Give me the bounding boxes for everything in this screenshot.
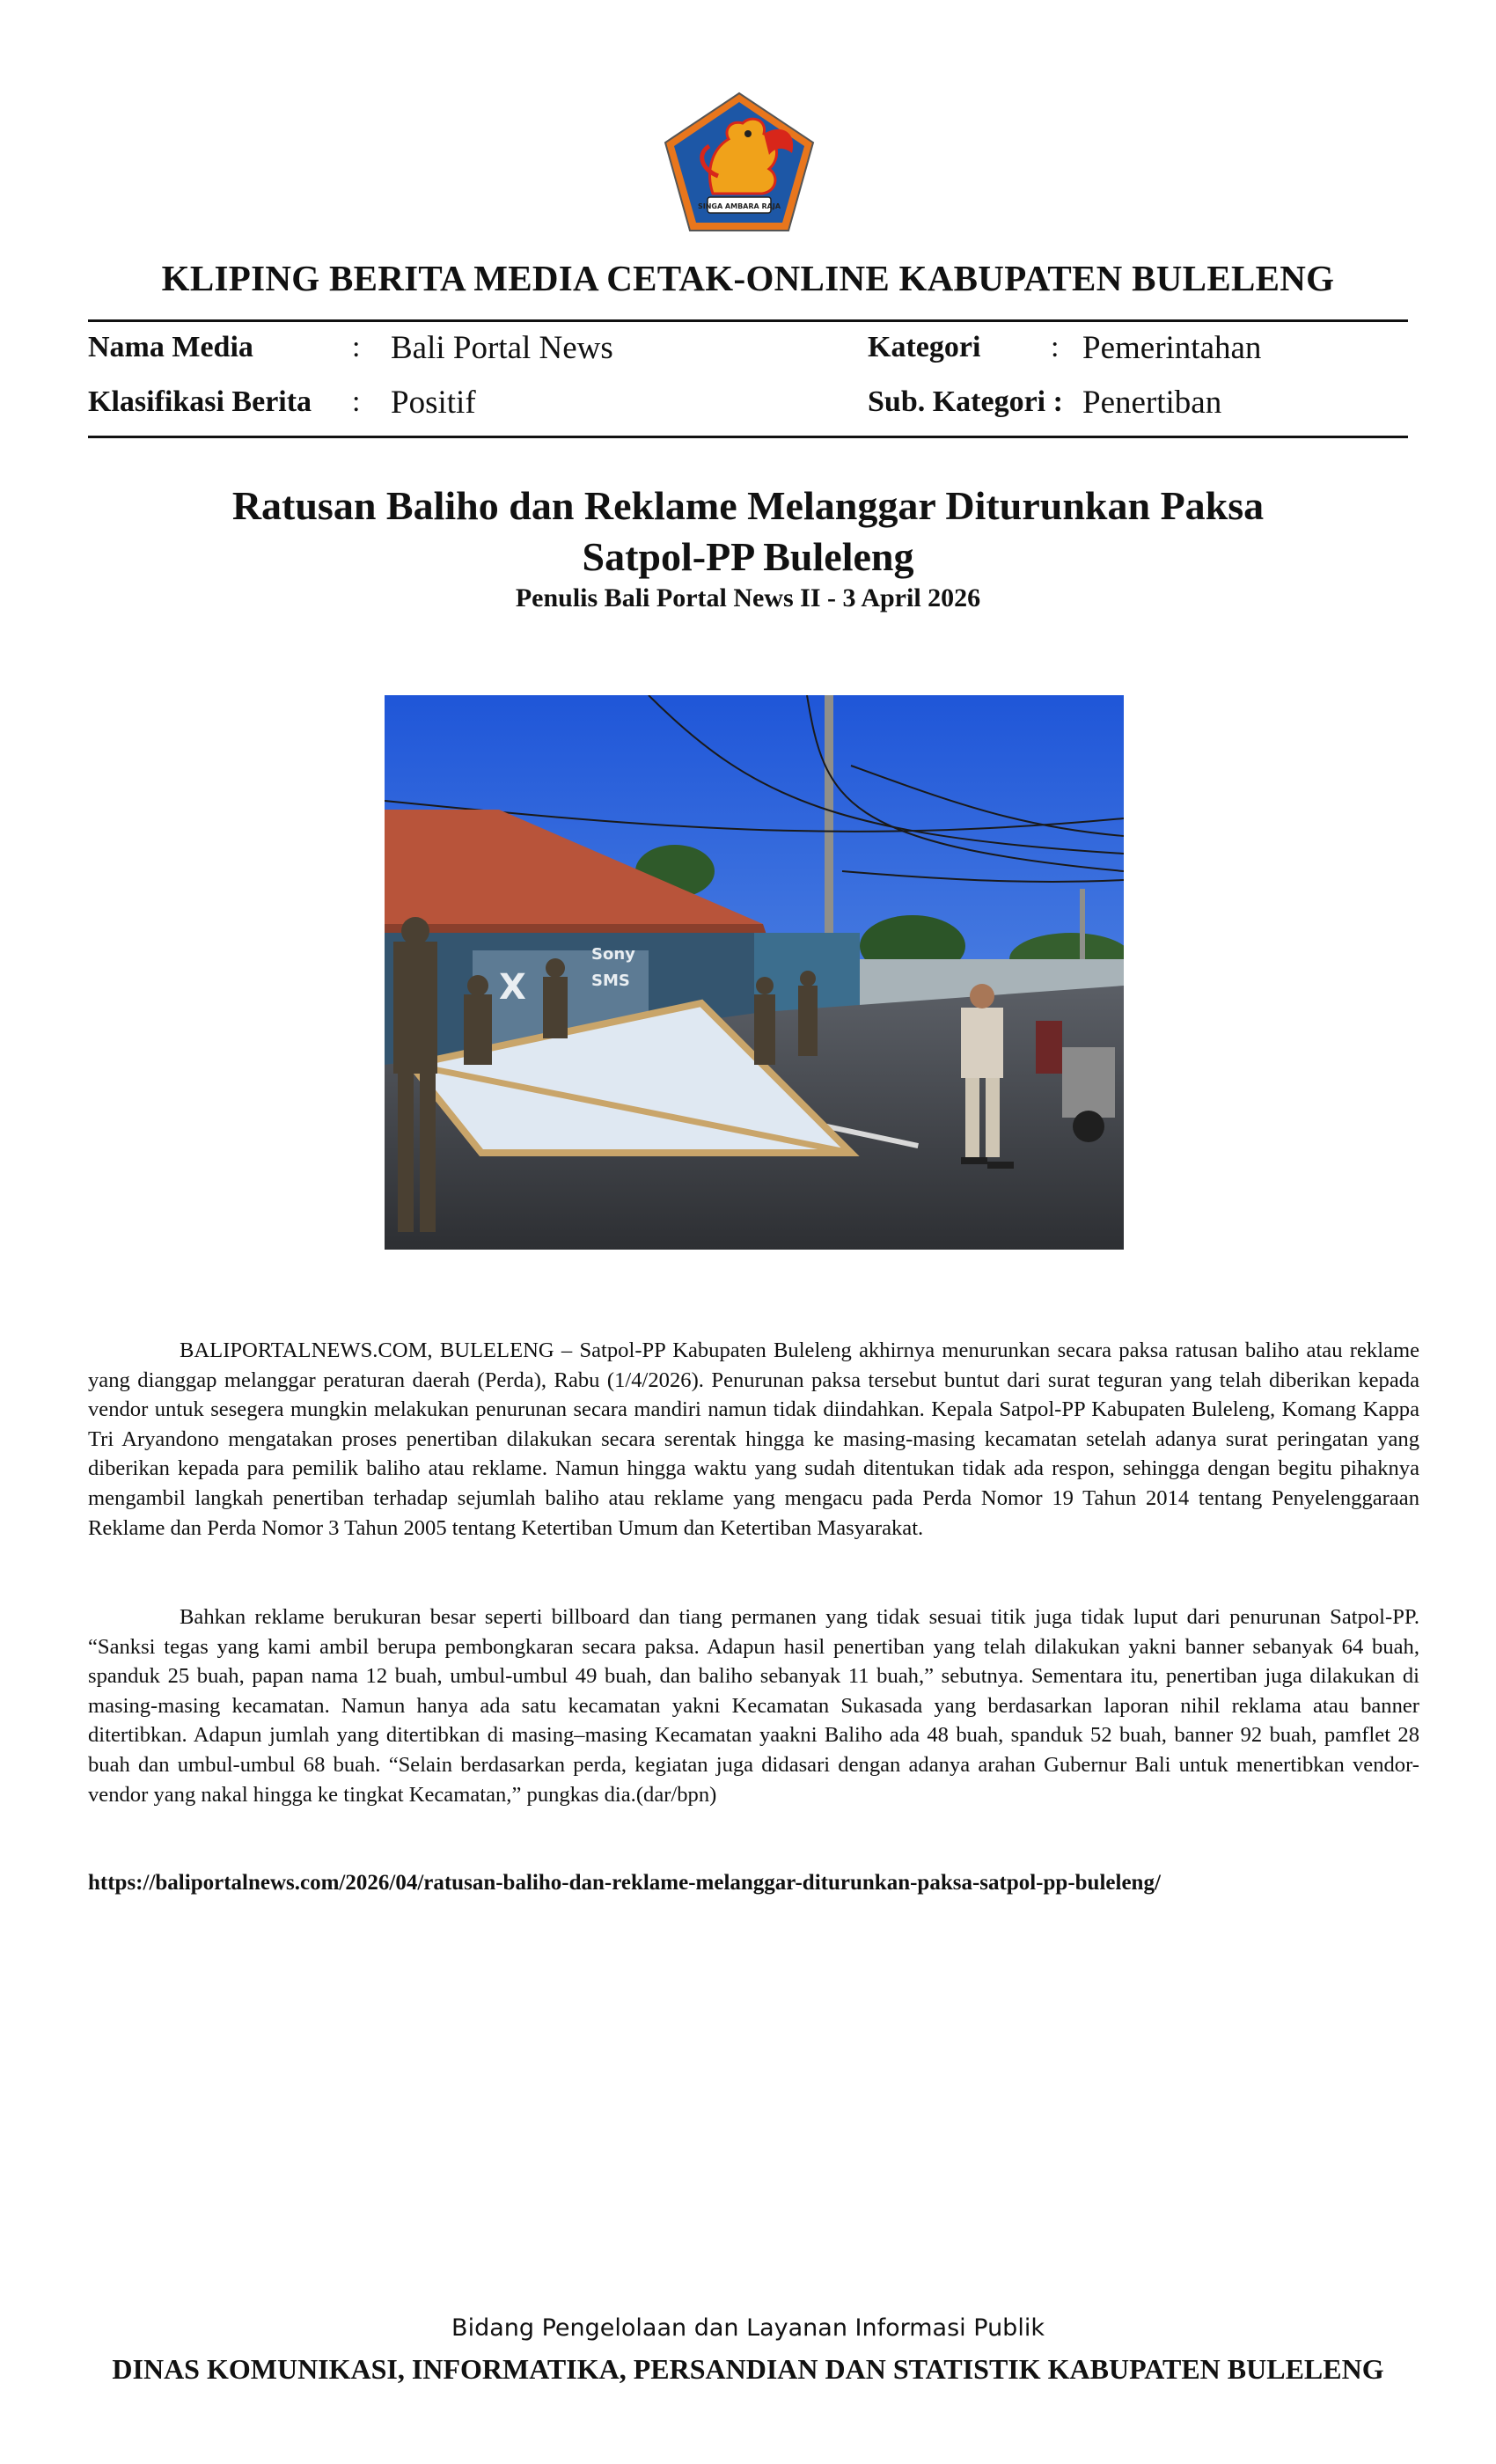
kategori-label: Kategori bbox=[868, 331, 981, 363]
article-headline bbox=[88, 480, 1408, 583]
article-byline: Penulis Bali Portal News II - 3 April 2026 bbox=[515, 583, 981, 612]
nama-media-colon: : bbox=[352, 331, 361, 363]
headline-line-2: Satpol-PP Buleleng bbox=[582, 534, 914, 579]
header-rule-top bbox=[88, 319, 1408, 322]
photo-sign-text-1: X bbox=[499, 967, 526, 1008]
buleleng-regency-logo bbox=[660, 88, 818, 236]
article-paragraph-1-container bbox=[88, 1336, 1419, 1543]
article-source-url[interactable]: https://baliportalnews.com/2026/04/ratusan-baliho-dan-reklame-melanggar-diturunkan-paksa-satpol-pp-buleleng/ bbox=[88, 1871, 1161, 1895]
kliping-title: KLIPING BERITA MEDIA CETAK-ONLINE KABUPATEN BULELENG bbox=[161, 258, 1335, 298]
klasifikasi-colon: : bbox=[352, 385, 361, 418]
article-paragraph-1: BALIPORTALNEWS.COM, BULELENG – Satpol-PP Kabupaten Buleleng akhirnya menurunkan secara paksa ratusan baliho atau reklame yang dianggap melanggar peraturan daerah (Perda), Rabu (1/4/2026). Penurunan paksa tersebut buntut dari surat teguran yang telah diberikan kepada vendor untuk sesegera mungkin melakukan penurunan secara mandiri namun tidak diindahkan. Kepala Satpol-PP Kabupaten Buleleng, Komang Kappa Tri Aryandono mengatakan proses penertiban dilakukan secara serentak hingga ke masing-masing kecamatan setelah adanya surat peringatan yang diberikan kepada para pemilik baliho atau reklame. Namun hingga waktu yang sudah ditentukan tidak ada respon, sehingga dengan begitu pihaknya mengambil langkah penertiban terhadap sejumlah baliho atau reklame yang mengacu pada Perda Nomor 19 Tahun 2014 tentang Penyelenggaraan Reklame dan Perda Nomor 3 Tahun 2005 tentang Ketertiban Umum dan Ketertiban Masyarakat. bbox=[88, 1338, 1419, 1540]
footer-title: DINAS KOMUNIKASI, INFORMATIKA, PERSANDIAN DAN STATISTIK KABUPATEN BULELENG bbox=[112, 2353, 1384, 2385]
article-paragraph-2-container bbox=[88, 1602, 1419, 1809]
headline-line-1: Ratusan Baliho dan Reklame Melanggar Diturunkan Paksa bbox=[231, 483, 1265, 528]
nama-media-label: Nama Media bbox=[88, 331, 253, 363]
klasifikasi-label: Klasifikasi Berita bbox=[88, 385, 312, 418]
article-photo bbox=[385, 695, 1124, 1250]
sub-kategori-value: Penertiban bbox=[1082, 385, 1222, 421]
klasifikasi-value: Positif bbox=[391, 385, 476, 421]
article-paragraph-2: Bahkan reklame berukuran besar seperti billboard dan tiang permanen yang tidak sesuai titik juga tidak luput dari penurunan Satpol-PP. “Sanksi tegas yang kami ambil berupa pembongkaran secara paksa. Adapun hasil penertiban yang telah dilakukan yakni banner sebanyak 64 buah, spanduk 25 buah, papan nama 12 buah, umbul-umbul 49 buah, dan baliho sebanyak 11 buah,” sebutnya. Sementara itu, penertiban juga dilakukan di masing-masing kecamatan. Namun hanya ada satu kecamatan yakni Kecamatan Sukasada yang berdasarkan laporan nihil reklama atau banner ditertibkan. Adapun jumlah yang ditertibkan di masing–masing Kecamatan yaakni Baliho ada 48 buah, spanduk 52 buah, banner 92 buah, pamflet 28 buah dan umbul-umbul 68 buah. “Selain berdasarkan perda, kegiatan juga didasari dengan adanya arahan Gubernur Bali untuk menertibkan vendor-vendor yang nakal hingga ke tingkat Kecamatan,” pungkas dia.(dar/bpn) bbox=[88, 1605, 1419, 1807]
nama-media-value: Bali Portal News bbox=[391, 330, 613, 366]
header-rule-bottom bbox=[88, 436, 1408, 438]
sub-kategori-label: Sub. Kategori : bbox=[868, 385, 1063, 418]
photo-sign-text-2: Sony bbox=[591, 945, 635, 964]
logo-motto: SINGA AMBARA RAJA bbox=[697, 202, 781, 210]
footer-subtitle: Bidang Pengelolaan dan Layanan Informasi Publik bbox=[451, 2314, 1045, 2342]
photo-sign-text-3: SMS bbox=[591, 972, 630, 990]
kategori-value: Pemerintahan bbox=[1082, 330, 1262, 366]
kategori-colon: : bbox=[1051, 331, 1060, 363]
